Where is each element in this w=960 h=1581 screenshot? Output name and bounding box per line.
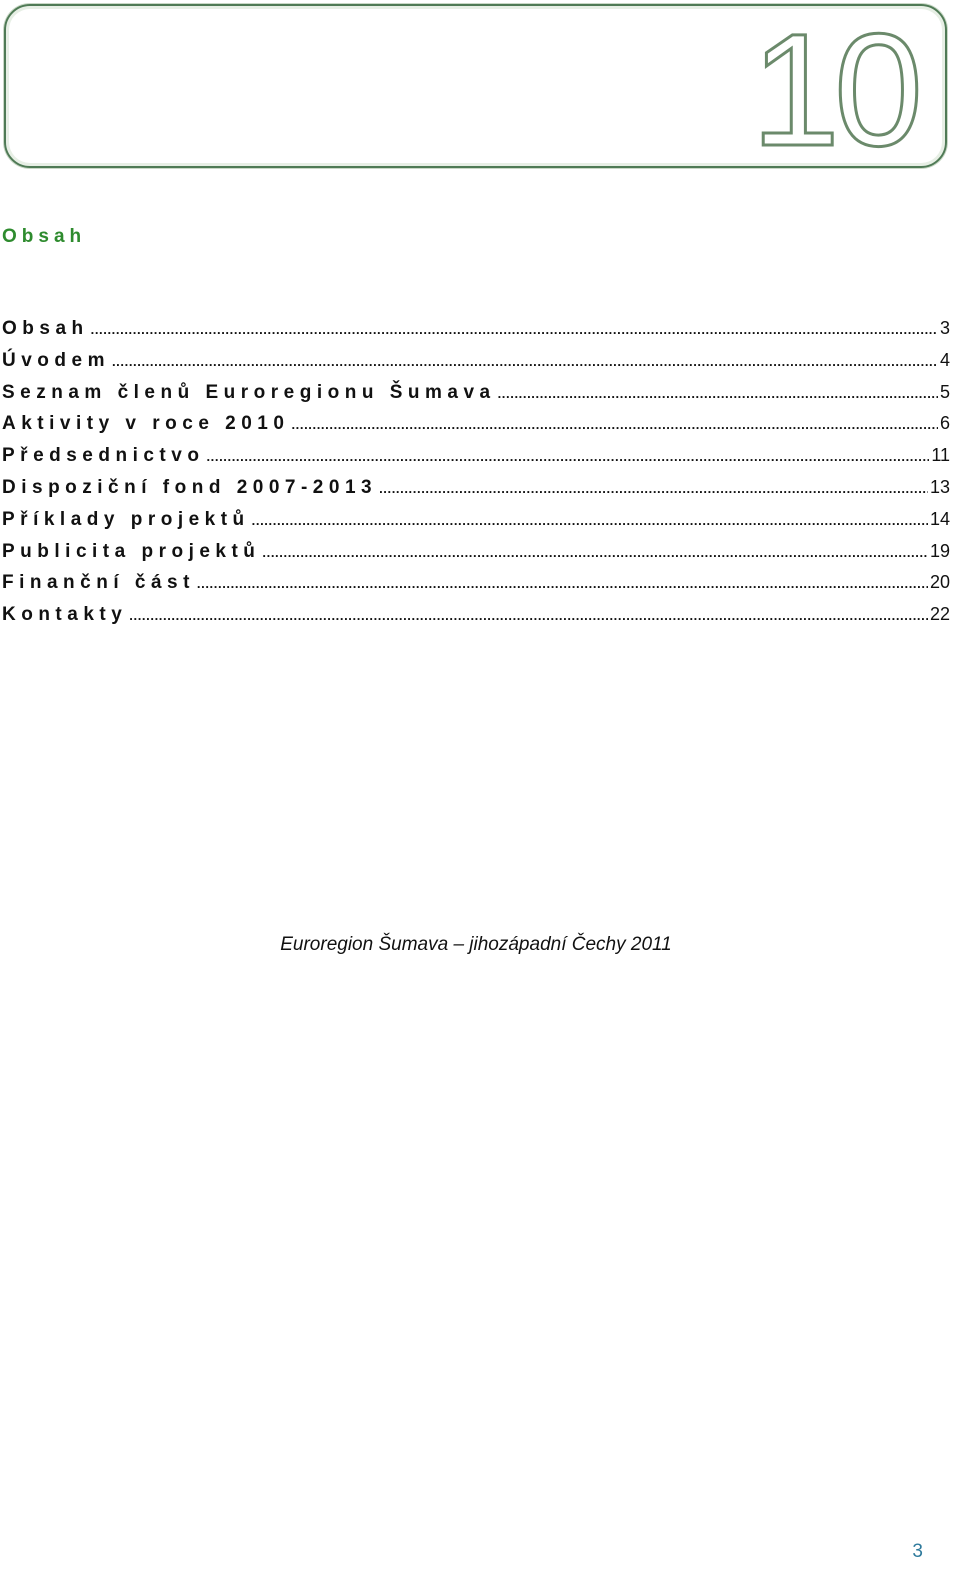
toc-leader-dots: [252, 504, 928, 537]
toc-entry-page: 13: [929, 476, 950, 497]
toc-entry-obsah[interactable]: [2, 313, 950, 345]
toc-entry-title: Obsah: [2, 318, 89, 339]
toc-entry-publicita-projektu[interactable]: [2, 536, 950, 568]
toc-entry-page: 22: [929, 604, 950, 625]
toc-leader-dots: [129, 599, 928, 632]
toc-entry-financni-cast[interactable]: [2, 567, 950, 599]
toc-leader-dots: [262, 536, 928, 569]
toc-entry-aktivity[interactable]: [2, 408, 950, 440]
toc-leader-dots: [206, 440, 929, 473]
toc-entry-predsednictvo[interactable]: [2, 440, 950, 472]
toc-leader-dots: [197, 567, 928, 600]
chapter-number: 10: [751, 0, 917, 179]
toc-entry-uvodem[interactable]: [2, 345, 950, 377]
section-title: Obsah: [2, 226, 87, 247]
toc-entry-title: Dispoziční fond 2007-2013: [2, 476, 378, 498]
toc-entry-page: 3: [939, 318, 950, 338]
toc-entry-title: Seznam členů Euroregionu Šumava: [2, 381, 496, 403]
toc-leader-dots: [112, 345, 938, 378]
toc-entry-title: Kontakty: [2, 604, 128, 626]
toc-entry-title: Aktivity v roce 2010: [2, 413, 290, 435]
toc-entry-kontakty[interactable]: [2, 599, 950, 631]
chapter-header-frame: [4, 0, 947, 179]
toc-entry-page: 20: [929, 572, 950, 593]
toc-leader-dots: [498, 377, 938, 410]
toc-entry-page: 11: [931, 445, 950, 466]
toc-entry-page: 4: [939, 349, 950, 370]
toc-entry-seznam-clenu[interactable]: [2, 377, 950, 409]
toc-entry-title: Publicita projektů: [2, 540, 261, 562]
toc-entry-page: 5: [939, 381, 950, 402]
page-number: 3: [912, 1541, 923, 1562]
toc-entry-title: Předsednictvo: [2, 445, 205, 467]
toc-leader-dots: [91, 313, 938, 346]
toc-entry-page: 14: [929, 508, 950, 529]
toc-leader-dots: [379, 472, 928, 505]
toc-entry-page: 6: [939, 413, 950, 434]
toc-entry-title: Úvodem: [2, 349, 110, 371]
toc-entry-title: Finanční část: [2, 572, 195, 594]
toc-leader-dots: [291, 408, 938, 441]
table-of-contents: [2, 313, 950, 631]
toc-entry-page: 19: [929, 540, 950, 561]
toc-entry-dispozicni-fond[interactable]: [2, 472, 950, 504]
page-footer: Euroregion Šumava – jihozápadní Čechy 2011: [280, 934, 672, 955]
toc-entry-title: Příklady projektů: [2, 508, 250, 530]
toc-entry-priklady-projektu[interactable]: [2, 504, 950, 536]
